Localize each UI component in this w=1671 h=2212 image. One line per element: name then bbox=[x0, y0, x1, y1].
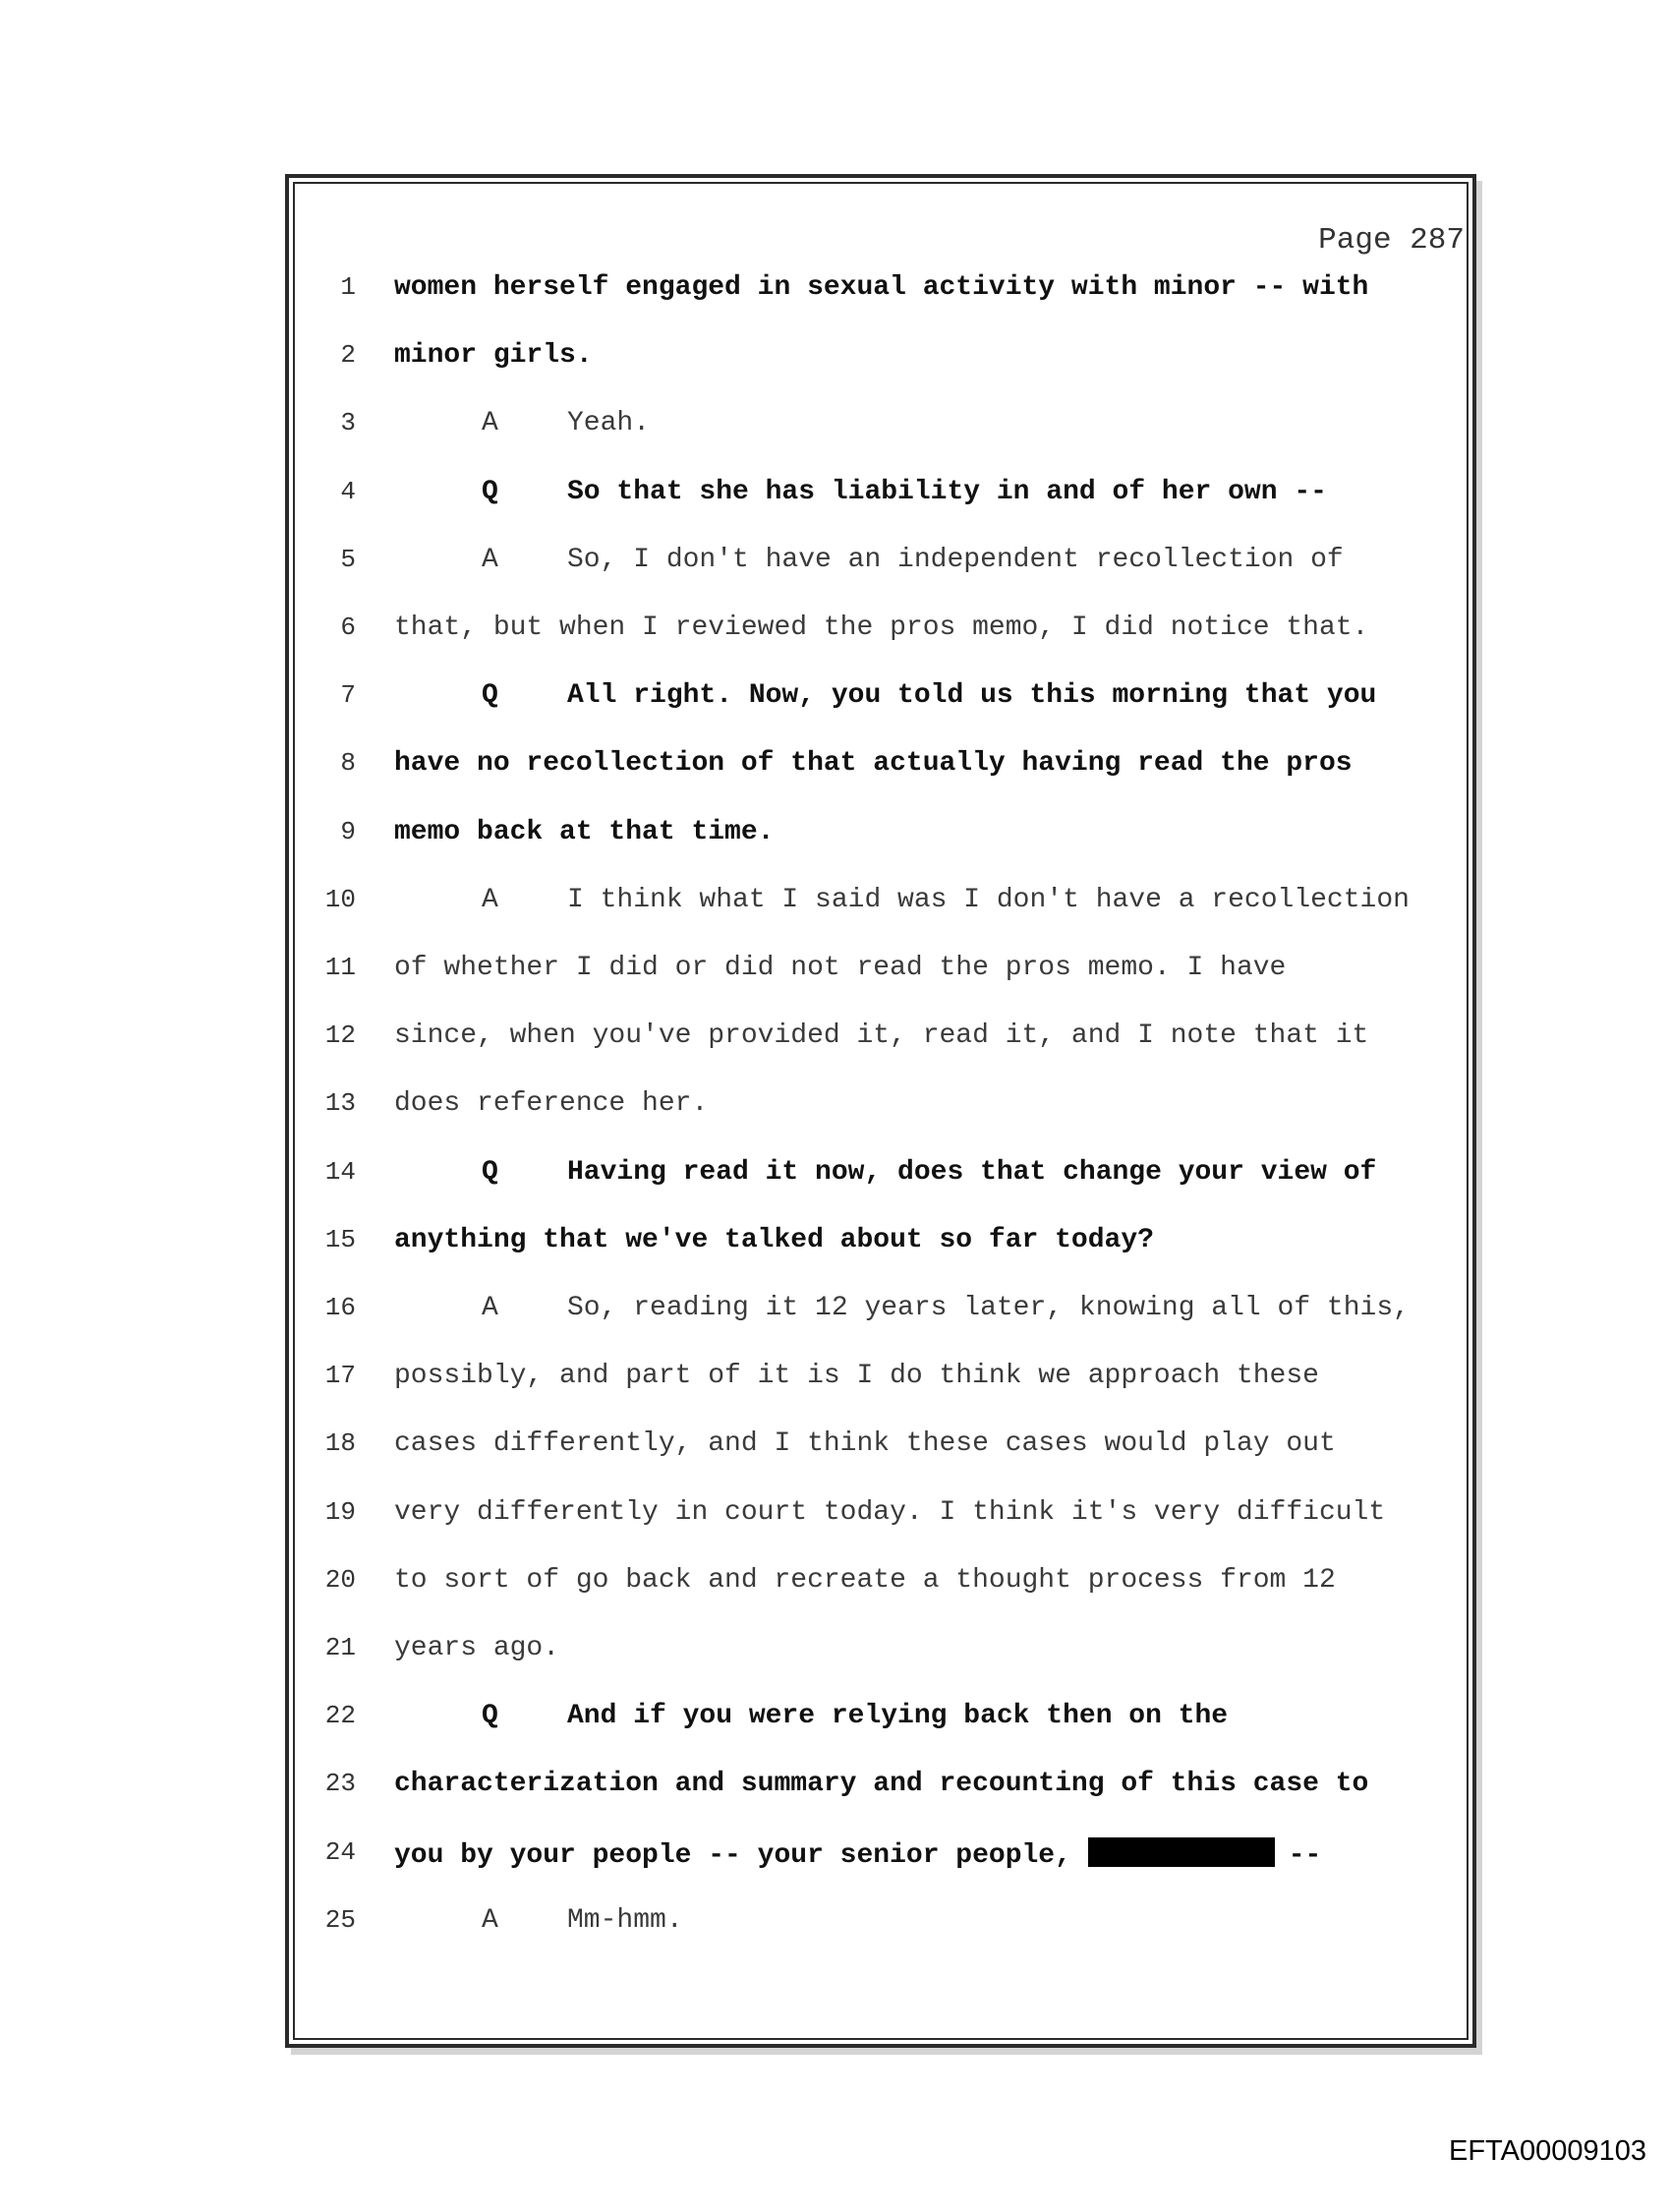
line-number: 16 bbox=[324, 1293, 356, 1322]
line-text bbox=[394, 748, 1353, 779]
line-text bbox=[567, 1905, 683, 1936]
line-text bbox=[394, 272, 1368, 303]
line-text bbox=[394, 953, 1286, 983]
line-text bbox=[394, 1088, 708, 1119]
line-number: 10 bbox=[324, 884, 356, 914]
transcript-line bbox=[0, 1157, 1474, 1200]
line-text-content: characterization and summary and recounting of this case to bbox=[394, 1769, 1369, 1800]
line-text bbox=[567, 545, 1344, 575]
line-text-content: Yeah. bbox=[567, 408, 651, 439]
line-number: 5 bbox=[340, 544, 356, 574]
question-marker: Q bbox=[482, 680, 498, 712]
line-text-content: Having read it now, does that change your view of bbox=[567, 1156, 1377, 1188]
transcript-line bbox=[0, 408, 1474, 451]
transcript-line bbox=[0, 1361, 1474, 1404]
line-text bbox=[567, 885, 1410, 915]
line-number: 21 bbox=[324, 1633, 356, 1662]
transcript-line bbox=[0, 1088, 1474, 1132]
transcript-line bbox=[0, 340, 1474, 383]
line-text bbox=[394, 1225, 1154, 1255]
transcript-line bbox=[0, 953, 1474, 996]
line-text-content: does reference her. bbox=[394, 1088, 709, 1120]
line-text-content: And if you were relying back then on the bbox=[567, 1701, 1229, 1732]
line-text-content: I think what I said was I don't have a recollection bbox=[567, 884, 1410, 915]
line-text-content: All right. Now, you told us this morning that you bbox=[567, 680, 1377, 712]
document-id: EFTA00009103 bbox=[1449, 2135, 1646, 2167]
answer-marker: A bbox=[482, 1904, 498, 1936]
line-number: 14 bbox=[324, 1156, 356, 1187]
line-text-content: to sort of go back and recreate a thought process from 12 bbox=[394, 1564, 1336, 1596]
page-number: Page 287 bbox=[1318, 223, 1465, 258]
line-text bbox=[394, 1837, 1321, 1871]
line-text-content: have no recollection of that actually having read the pros bbox=[394, 748, 1353, 780]
transcript-line bbox=[0, 1633, 1474, 1676]
line-text bbox=[567, 680, 1376, 711]
line-text-content: So, reading it 12 years later, knowing all of this, bbox=[567, 1293, 1410, 1323]
line-text bbox=[394, 817, 774, 847]
question-marker: Q bbox=[482, 1701, 498, 1732]
transcript-line bbox=[0, 885, 1474, 928]
line-text-content: So, I don't have an independent recollection of bbox=[567, 544, 1344, 575]
line-text-content: you by your people -- your senior people, bbox=[394, 1839, 1071, 1871]
line-number: 15 bbox=[324, 1224, 356, 1254]
line-number: 25 bbox=[324, 1904, 356, 1935]
answer-marker: A bbox=[482, 1293, 498, 1323]
transcript-line bbox=[0, 1769, 1474, 1812]
line-text-content: possibly, and part of it is I do think we approach these bbox=[394, 1361, 1319, 1392]
line-number: 9 bbox=[340, 816, 356, 846]
transcript-line bbox=[0, 1428, 1474, 1472]
transcript-line bbox=[0, 612, 1474, 656]
line-text-content: So that she has liability in and of her own -- bbox=[567, 476, 1327, 507]
line-text bbox=[394, 1769, 1368, 1799]
line-number: 4 bbox=[340, 476, 356, 506]
transcript-line bbox=[0, 477, 1474, 520]
transcript-line bbox=[0, 1293, 1474, 1336]
question-marker: Q bbox=[482, 1156, 498, 1188]
line-number: 20 bbox=[324, 1564, 356, 1595]
line-number: 6 bbox=[340, 612, 356, 642]
answer-marker: A bbox=[482, 884, 498, 915]
line-number: 12 bbox=[324, 1020, 356, 1051]
line-text-content: years ago. bbox=[394, 1633, 560, 1663]
line-number: 8 bbox=[340, 748, 356, 779]
line-text-content: cases differently, and I think these cases would play out bbox=[394, 1428, 1336, 1460]
transcript-line bbox=[0, 748, 1474, 791]
transcript-line bbox=[0, 1225, 1474, 1268]
line-text bbox=[394, 1020, 1368, 1051]
line-text-content: very differently in court today. I think it's very difficult bbox=[394, 1496, 1386, 1528]
line-text bbox=[567, 1157, 1376, 1188]
line-text bbox=[567, 1293, 1410, 1323]
line-text-content: of whether I did or did not read the pros memo. I have bbox=[394, 953, 1287, 983]
line-number: 3 bbox=[340, 408, 356, 438]
line-text bbox=[567, 477, 1327, 507]
answer-marker: A bbox=[482, 408, 498, 439]
line-text bbox=[394, 612, 1368, 643]
transcript-line bbox=[0, 1837, 1474, 1881]
line-text-content: that, but when I reviewed the pros memo, I did notice that. bbox=[394, 612, 1369, 643]
line-text-content: memo back at that time. bbox=[394, 816, 775, 847]
question-marker: Q bbox=[482, 476, 498, 507]
line-text-content: women herself engaged in sexual activity with minor -- with bbox=[394, 272, 1369, 303]
transcript-line bbox=[0, 680, 1474, 724]
transcript-line bbox=[0, 272, 1474, 316]
line-number: 13 bbox=[324, 1088, 356, 1119]
line-text bbox=[567, 408, 650, 438]
line-number: 17 bbox=[324, 1361, 356, 1391]
line-text bbox=[394, 1565, 1336, 1596]
line-text-content: since, when you've provided it, read it, and I note that it bbox=[394, 1020, 1369, 1052]
redaction-block bbox=[1088, 1837, 1275, 1867]
transcript-line bbox=[0, 1497, 1474, 1541]
line-text-content: anything that we've talked about so far today? bbox=[394, 1224, 1154, 1255]
line-number: 23 bbox=[324, 1769, 356, 1799]
line-number: 24 bbox=[324, 1836, 356, 1867]
line-text-content: Mm-hmm. bbox=[567, 1904, 683, 1936]
transcript-line bbox=[0, 1701, 1474, 1744]
line-text bbox=[394, 340, 593, 371]
line-number: 22 bbox=[324, 1701, 356, 1731]
transcript-line bbox=[0, 1565, 1474, 1608]
transcript-line bbox=[0, 545, 1474, 588]
line-text bbox=[394, 1361, 1319, 1391]
line-text bbox=[394, 1633, 559, 1663]
transcript-line bbox=[0, 817, 1474, 860]
line-text-content: minor girls. bbox=[394, 340, 593, 372]
line-number: 11 bbox=[324, 953, 356, 982]
line-number: 19 bbox=[324, 1496, 356, 1527]
line-number: 7 bbox=[340, 680, 356, 711]
line-number: 1 bbox=[340, 272, 356, 302]
transcript-line bbox=[0, 1020, 1474, 1064]
line-text bbox=[394, 1497, 1385, 1528]
line-text bbox=[394, 1428, 1336, 1459]
line-number: 2 bbox=[340, 340, 356, 371]
answer-marker: A bbox=[482, 544, 498, 575]
transcript-line bbox=[0, 1905, 1474, 1949]
line-text bbox=[567, 1701, 1228, 1731]
line-number: 18 bbox=[324, 1428, 356, 1459]
line-text-suffix: -- bbox=[1288, 1839, 1322, 1871]
